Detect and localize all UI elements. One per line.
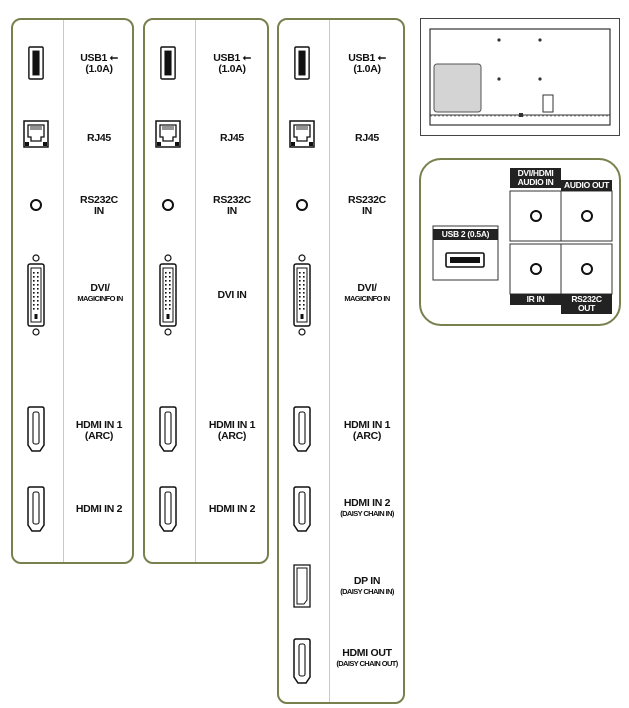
usb2-label: USB 2 (0.5A) [433,229,498,240]
dvi-in-label: DVI IN [217,289,247,301]
display-rear-drawing [421,19,618,134]
hdmi-in-2-label: HDMI IN 2 [75,503,123,515]
usb-port-icon [294,45,310,81]
displayport-icon [293,564,311,608]
hdmi-port-icon [293,638,311,684]
hdmi-in-1-label: HDMI IN 1 (ARC) [75,419,123,442]
usb1-label: USB1 ⭠ (1.0A) [213,52,251,75]
rs232c-jack-icon [29,198,43,212]
rj45-label: RJ45 [355,132,379,144]
panel-divider [63,20,64,562]
rs232c-out-label: RS232C OUT [561,294,612,314]
connector-panel-2 [143,18,269,564]
dvi-port-icon [158,254,178,336]
ir-in-jack-icon [529,262,543,276]
rs232c-jack-icon [161,198,175,212]
usb1-label: USB1 ⭠ (1.0A) [348,52,386,75]
audio-out-label: AUDIO OUT [561,180,612,191]
dvi-hdmi-audio-in-label: DVI/HDMI AUDIO IN [510,168,561,188]
panel-divider [195,20,196,562]
hdmi-in-1-label: HDMI IN 1 (ARC) [343,419,391,442]
hdmi-port-icon [293,486,311,532]
dvi-magicinfo-label: DVI/ MAGICINFO IN [77,282,123,303]
panel-divider [329,20,330,702]
dvi-port-icon [292,254,312,336]
rj45-label: RJ45 [220,132,244,144]
rs232c-jack-icon [295,198,309,212]
audio-out-jack-icon [580,209,594,223]
hdmi-in-2-label: HDMI IN 2 [208,503,256,515]
rj45-port-icon [155,120,181,148]
rj45-port-icon [23,120,49,148]
hdmi-in-2-label: HDMI IN 2 (DAISY CHAIN IN) [340,497,394,518]
usb-port-icon [28,45,44,81]
hdmi-port-icon [27,406,45,452]
rs232c-in-label: RS232C IN [80,194,118,217]
rs232c-in-label: RS232C IN [348,194,386,217]
audio-in-jack-icon [529,209,543,223]
hdmi-port-icon [27,486,45,532]
usb-port-icon [160,45,176,81]
usb-port-icon [445,252,485,268]
usb1-label: USB1 ⭠ (1.0A) [80,52,118,75]
connector-panel-1 [11,18,134,564]
ir-in-label: IR IN [510,294,561,305]
connector-panel-3 [277,18,405,704]
dp-in-label: DP IN (DAISY CHAIN IN) [340,575,394,596]
rj45-port-icon [289,120,315,148]
rs232c-in-label: RS232C IN [213,194,251,217]
display-rear-view [420,18,620,136]
hdmi-port-icon [159,406,177,452]
hdmi-out-label: HDMI OUT (DAISY CHAIN OUT) [336,647,398,668]
dvi-magicinfo-label: DVI/ MAGICINFO IN [344,282,390,303]
dvi-port-icon [26,254,46,336]
hdmi-port-icon [159,486,177,532]
side-connector-box [419,158,621,326]
rs232c-out-jack-icon [580,262,594,276]
hdmi-port-icon [293,406,311,452]
hdmi-in-1-label: HDMI IN 1 (ARC) [208,419,256,442]
rj45-label: RJ45 [87,132,111,144]
